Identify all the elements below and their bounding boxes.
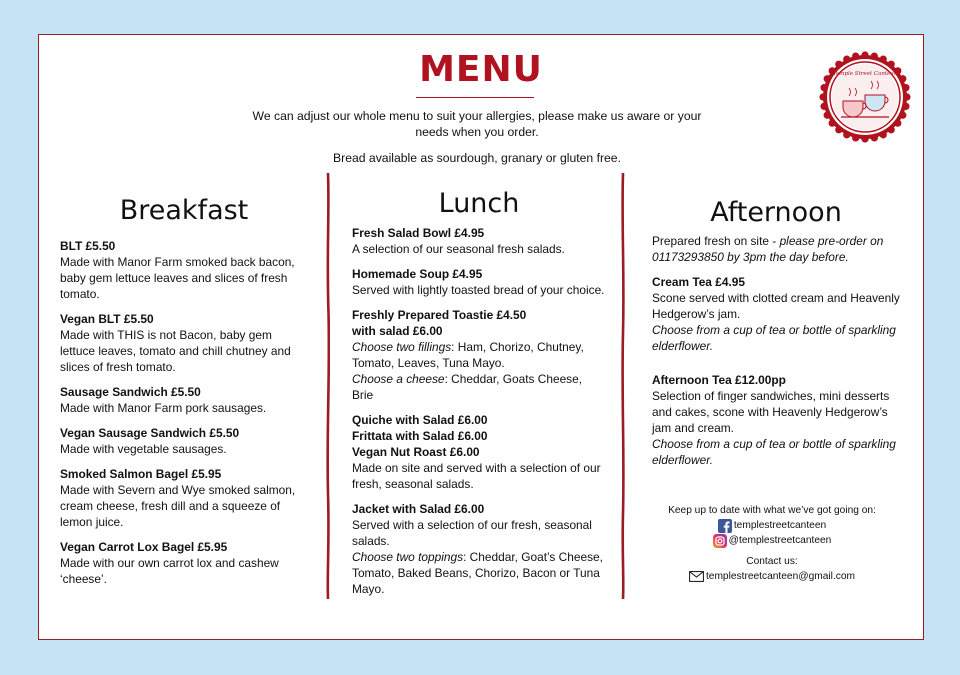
facebook-icon xyxy=(718,519,732,533)
keep-up-text: Keep up to date with what we’ve got going on: xyxy=(668,505,876,516)
item-desc: Made with Severn and Wye smoked salmon, cream cheese, fresh dill and a squeeze of lemon juice. xyxy=(60,483,296,529)
breakfast-column xyxy=(60,195,308,596)
column-divider-right xyxy=(621,173,625,599)
email-link[interactable] xyxy=(651,569,893,584)
envelope-icon xyxy=(689,571,704,582)
contact-label: Contact us: xyxy=(746,556,798,567)
item-choice: Choose from a cup of tea or bottle of sparkling elderflower. xyxy=(652,437,896,467)
item-desc: Served with lightly toasted bread of your choice. xyxy=(352,283,605,297)
instagram-link[interactable] xyxy=(651,533,893,548)
item-name: Freshly Prepared Toastie £4.50 xyxy=(352,308,527,322)
menu-item xyxy=(352,225,606,257)
item-name: Smoked Salmon Bagel £5.95 xyxy=(60,467,222,481)
menu-item xyxy=(352,307,606,403)
afternoon-heading: Afternoon xyxy=(710,197,842,228)
menu-item xyxy=(652,274,900,354)
menu-item xyxy=(352,266,606,298)
toppings-label: Choose two toppings xyxy=(352,550,464,564)
item-name: Frittata with Salad £6.00 xyxy=(352,429,488,443)
instagram-icon xyxy=(713,534,727,548)
fillings-list: : Ham, Chorizo, Chutney, Tomato, Leaves, Tuna Mayo. xyxy=(352,340,584,370)
afternoon-column xyxy=(652,197,900,477)
title-underline xyxy=(416,97,534,98)
item-name: Homemade Soup £4.95 xyxy=(352,267,483,281)
item-desc: Made with Manor Farm smoked back bacon, baby gem lettuce leaves and slices of fresh tomato. xyxy=(60,255,295,301)
item-desc: Made with our own carrot lox and cashew ‘cheese’. xyxy=(60,556,279,586)
item-name: Vegan Carrot Lox Bagel £5.95 xyxy=(60,540,228,554)
email-address: templestreetcanteen@gmail.com xyxy=(705,571,856,582)
preorder-italic: please pre-order on 01173293850 by 3pm the day before. xyxy=(652,234,884,264)
item-desc: A selection of our seasonal fresh salads. xyxy=(352,242,565,256)
page-title: MENU xyxy=(419,49,543,90)
contact-block xyxy=(651,503,893,584)
menu-item xyxy=(60,238,308,302)
item-desc: Made on site and served with a selection of our fresh, seasonal salads. xyxy=(352,461,601,491)
item-name: Vegan BLT £5.50 xyxy=(60,312,154,326)
fillings-label: Choose two fillings xyxy=(352,340,452,354)
item-desc: Made with Manor Farm pork sausages. xyxy=(60,401,267,415)
item-name: Cream Tea £4.95 xyxy=(652,275,745,289)
item-name-salad: with salad £6.00 xyxy=(352,324,443,338)
item-desc: Scone served with clotted cream and Heavenly Hedgerow’s jam. xyxy=(652,291,900,321)
menu-item xyxy=(60,466,308,530)
lunch-heading: Lunch xyxy=(438,188,520,219)
item-desc: Made with THIS is not Bacon, baby gem lettuce leaves, tomato and chill chutney and slices of fresh tomato. xyxy=(60,328,291,374)
instagram-handle: @templestreetcanteen xyxy=(728,535,832,546)
menu-item xyxy=(60,311,308,375)
item-name: Vegan Sausage Sandwich £5.50 xyxy=(60,426,240,440)
column-divider-left xyxy=(326,173,330,599)
allergy-note: We can adjust our whole menu to suit your allergies, please make us aware or your needs when you order. xyxy=(252,109,702,139)
menu-item xyxy=(652,372,900,468)
menu-item xyxy=(352,412,606,492)
preorder-note xyxy=(652,233,900,265)
menu-sheet xyxy=(38,34,924,640)
menu-item xyxy=(60,384,308,416)
item-name: Afternoon Tea £12.00pp xyxy=(652,373,786,387)
preorder-plain: Prepared fresh on site - xyxy=(652,234,780,248)
item-name: Vegan Nut Roast £6.00 xyxy=(352,445,480,459)
logo-text: Temple Street Canteen xyxy=(832,71,898,77)
item-name: BLT £5.50 xyxy=(60,239,116,253)
facebook-link[interactable] xyxy=(651,518,893,533)
item-choice: Choose from a cup of tea or bottle of sparkling elderflower. xyxy=(652,323,896,353)
item-name: Jacket with Salad £6.00 xyxy=(352,502,485,516)
facebook-handle: templestreetcanteen xyxy=(733,520,827,531)
tea-cups-logo-icon xyxy=(819,51,911,143)
menu-item xyxy=(60,425,308,457)
breakfast-heading: Breakfast xyxy=(119,195,249,226)
item-desc: Selection of finger sandwiches, mini desserts and cakes, scone with Heavenly Hedgerow’s jam and cream. xyxy=(652,389,890,435)
item-desc: Served with a selection of our fresh, seasonal salads. xyxy=(352,518,592,548)
item-name: Fresh Salad Bowl £4.95 xyxy=(352,226,485,240)
lunch-column xyxy=(352,188,606,606)
item-desc: Made with vegetable sausages. xyxy=(60,442,227,456)
cheese-list: : Cheddar, Goats Cheese, Brie xyxy=(352,372,583,402)
menu-item xyxy=(352,501,606,597)
toppings-list: : Cheddar, Goat’s Cheese, Tomato, Baked Beans, Chorizo, Bacon or Tuna Mayo. xyxy=(352,550,603,596)
item-name: Quiche with Salad £6.00 xyxy=(352,413,488,427)
cheese-label: Choose a cheese xyxy=(352,372,445,386)
bread-note: Bread available as sourdough, granary or gluten free. xyxy=(333,151,621,165)
menu-item xyxy=(60,539,308,587)
item-name: Sausage Sandwich £5.50 xyxy=(60,385,201,399)
